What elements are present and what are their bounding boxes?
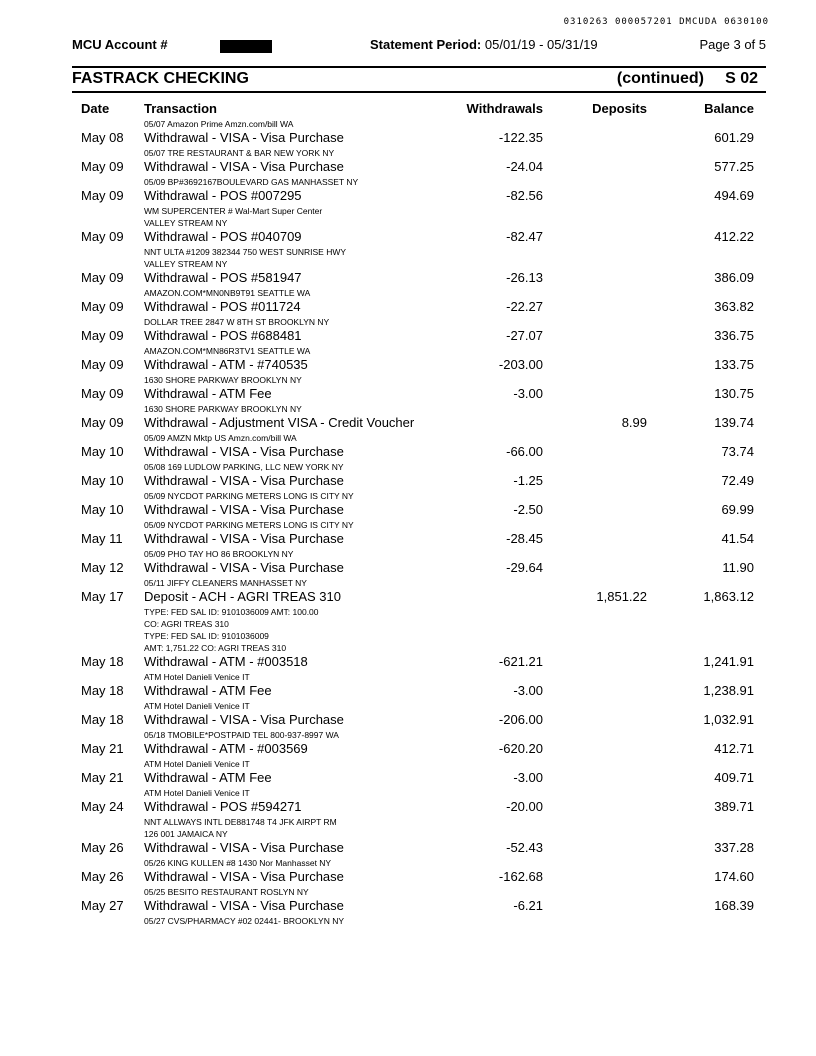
transaction-row xyxy=(0,270,816,299)
transaction-detail: TYPE: FED SAL ID: 9101036009 xyxy=(144,631,269,641)
transaction-detail: ATM Hotel Danieli Venice IT xyxy=(144,672,250,682)
transaction-main-line xyxy=(0,589,816,606)
transaction-balance: 412.22 xyxy=(714,229,754,244)
transaction-balance: 133.75 xyxy=(714,357,754,372)
transaction-row xyxy=(0,531,816,560)
transaction-detail: 05/09 NYCDOT PARKING METERS LONG IS CITY NY xyxy=(144,491,354,501)
transaction-main-line xyxy=(0,654,816,671)
transaction-row xyxy=(0,799,816,840)
transaction-description: Withdrawal - POS #040709 xyxy=(144,229,302,244)
transaction-withdrawal: -22.27 xyxy=(506,299,543,314)
transaction-balance: 1,863.12 xyxy=(703,589,754,604)
transaction-date: May 18 xyxy=(81,712,124,727)
transaction-main-line xyxy=(0,444,816,461)
transaction-detail: 05/26 KING KULLEN #8 1430 Nor Manhasset NY xyxy=(144,858,332,868)
transaction-withdrawal: -28.45 xyxy=(506,531,543,546)
transaction-detail: CO: AGRI TREAS 310 xyxy=(144,619,229,629)
transaction-description: Withdrawal - VISA - Visa Purchase xyxy=(144,560,344,575)
transaction-description: Withdrawal - ATM - #003518 xyxy=(144,654,308,669)
transaction-withdrawal: -6.21 xyxy=(513,898,543,913)
transaction-balance: 494.69 xyxy=(714,188,754,203)
transaction-detail: 126 001 JAMAICA NY xyxy=(144,829,228,839)
transaction-main-line xyxy=(0,712,816,729)
transaction-row xyxy=(0,159,816,188)
section-name: FASTRACK CHECKING xyxy=(72,70,249,87)
transaction-withdrawal: -29.64 xyxy=(506,560,543,575)
transaction-balance: 72.49 xyxy=(721,473,754,488)
transaction-detail: 05/09 NYCDOT PARKING METERS LONG IS CITY NY xyxy=(144,520,354,530)
header-rule xyxy=(72,66,766,68)
statement-period xyxy=(370,37,598,52)
transaction-description: Withdrawal - ATM Fee xyxy=(144,770,272,785)
transaction-detail: VALLEY STREAM NY xyxy=(144,259,228,269)
transaction-withdrawal: -82.56 xyxy=(506,188,543,203)
transaction-description: Withdrawal - VISA - Visa Purchase xyxy=(144,159,344,174)
transaction-detail: VALLEY STREAM NY xyxy=(144,218,228,228)
transaction-detail: 1630 SHORE PARKWAY BROOKLYN NY xyxy=(144,404,302,414)
transaction-detail: 05/25 BESITO RESTAURANT ROSLYN NY xyxy=(144,887,309,897)
transaction-row xyxy=(0,741,816,770)
transaction-description: Withdrawal - VISA - Visa Purchase xyxy=(144,840,344,855)
transaction-row xyxy=(0,683,816,712)
transaction-row xyxy=(0,502,816,531)
transaction-main-line xyxy=(0,415,816,432)
transaction-withdrawal: -24.04 xyxy=(506,159,543,174)
transaction-date: May 18 xyxy=(81,683,124,698)
transaction-detail: 05/18 TMOBILE*POSTPAID TEL 800-937-8997 WA xyxy=(144,730,339,740)
transaction-date: May 21 xyxy=(81,741,124,756)
transaction-detail: 05/27 CVS/PHARMACY #02 02441- BROOKLYN NY xyxy=(144,916,344,926)
transaction-main-line xyxy=(0,328,816,345)
statement-header xyxy=(72,37,766,55)
transaction-row xyxy=(0,473,816,502)
transaction-balance: 11.90 xyxy=(722,560,754,575)
transaction-row xyxy=(0,328,816,357)
transaction-description: Withdrawal - ATM Fee xyxy=(144,683,272,698)
transaction-detail: TYPE: FED SAL ID: 9101036009 AMT: 100.00 xyxy=(144,607,319,617)
transaction-main-line xyxy=(0,531,816,548)
transaction-main-line xyxy=(0,188,816,205)
section-title-bar xyxy=(72,70,766,90)
col-date: Date xyxy=(81,101,110,116)
column-headers xyxy=(0,101,816,117)
transaction-main-line xyxy=(0,473,816,490)
transaction-withdrawal: -203.00 xyxy=(498,357,543,372)
transaction-row xyxy=(0,840,816,869)
transaction-withdrawal: -27.07 xyxy=(506,328,543,343)
transaction-detail: NNT ALLWAYS INTL DE881748 T4 JFK AIRPT RM xyxy=(144,817,337,827)
redacted-account-number xyxy=(220,40,272,53)
transaction-balance: 363.82 xyxy=(714,299,754,314)
transaction-balance: 73.74 xyxy=(721,444,754,459)
transaction-date: May 09 xyxy=(81,188,124,203)
transaction-balance: 409.71 xyxy=(714,770,754,785)
transaction-withdrawal: -66.00 xyxy=(506,444,543,459)
transaction-detail: ATM Hotel Danieli Venice IT xyxy=(144,788,250,798)
transaction-row xyxy=(0,712,816,741)
transaction-main-line xyxy=(0,357,816,374)
transaction-date: May 09 xyxy=(81,357,124,372)
transaction-balance: 389.71 xyxy=(714,799,754,814)
transaction-date: May 11 xyxy=(81,531,123,546)
transaction-row xyxy=(0,299,816,328)
transaction-date: May 09 xyxy=(81,415,124,430)
transaction-row xyxy=(0,898,816,927)
transaction-date: May 08 xyxy=(81,130,124,145)
transaction-date: May 26 xyxy=(81,840,124,855)
transaction-withdrawal: -3.00 xyxy=(513,770,543,785)
transaction-detail: NNT ULTA #1209 382344 750 WEST SUNRISE HWY xyxy=(144,247,347,257)
transaction-detail: 05/09 PHO TAY HO 86 BROOKLYN NY xyxy=(144,549,294,559)
transaction-date: May 24 xyxy=(81,799,124,814)
transaction-row xyxy=(0,589,816,654)
transaction-row xyxy=(0,560,816,589)
transaction-date: May 17 xyxy=(81,589,124,604)
transaction-detail: AMAZON.COM*MN0NB9T91 SEATTLE WA xyxy=(144,288,311,298)
transaction-withdrawal: -52.43 xyxy=(506,840,543,855)
transaction-description: Withdrawal - POS #581947 xyxy=(144,270,302,285)
transaction-balance: 130.75 xyxy=(714,386,754,401)
transaction-date: May 27 xyxy=(81,898,124,913)
transaction-main-line xyxy=(0,130,816,147)
transaction-balance: 412.71 xyxy=(714,741,754,756)
section-continued: (continued) xyxy=(616,70,704,87)
col-withdrawals: Withdrawals xyxy=(466,101,543,116)
period-value: 05/01/19 - 05/31/19 xyxy=(484,37,598,52)
carryover-detail: 05/07 Amazon Prime Amzn.com/bill WA xyxy=(144,119,294,129)
transaction-main-line xyxy=(0,560,816,577)
transaction-withdrawal: -206.00 xyxy=(498,712,543,727)
transaction-balance: 139.74 xyxy=(714,415,754,430)
transaction-detail: 05/07 TRE RESTAURANT & BAR NEW YORK NY xyxy=(144,148,335,158)
transaction-date: May 10 xyxy=(81,502,124,517)
transaction-main-line xyxy=(0,741,816,758)
transaction-withdrawal: -1.25 xyxy=(513,473,543,488)
transaction-row xyxy=(0,770,816,799)
transaction-description: Withdrawal - VISA - Visa Purchase xyxy=(144,712,344,727)
transaction-detail: DOLLAR TREE 2847 W 8TH ST BROOKLYN NY xyxy=(144,317,330,327)
transaction-description: Withdrawal - VISA - Visa Purchase xyxy=(144,869,344,884)
transaction-withdrawal: -122.35 xyxy=(498,130,543,145)
transaction-list xyxy=(0,130,816,927)
transaction-balance: 336.75 xyxy=(714,328,754,343)
transaction-description: Withdrawal - POS #011724 xyxy=(144,299,301,314)
transaction-date: May 18 xyxy=(81,654,124,669)
transaction-description: Withdrawal - POS #688481 xyxy=(144,328,302,343)
transaction-row xyxy=(0,654,816,683)
col-transaction: Transaction xyxy=(144,101,217,116)
transaction-row xyxy=(0,386,816,415)
transaction-main-line xyxy=(0,502,816,519)
transaction-main-line xyxy=(0,683,816,700)
transaction-balance: 337.28 xyxy=(714,840,754,855)
transaction-deposit: 1,851.22 xyxy=(596,589,647,604)
transaction-date: May 26 xyxy=(81,869,124,884)
transaction-balance: 1,241.91 xyxy=(703,654,754,669)
transaction-date: May 10 xyxy=(81,444,124,459)
transaction-date: May 09 xyxy=(81,299,124,314)
transaction-description: Withdrawal - VISA - Visa Purchase xyxy=(144,531,344,546)
transaction-balance: 69.99 xyxy=(721,502,754,517)
transaction-description: Withdrawal - ATM - #740535 xyxy=(144,357,308,372)
transaction-main-line xyxy=(0,159,816,176)
transaction-row xyxy=(0,188,816,229)
transaction-main-line xyxy=(0,898,816,915)
transaction-detail: AMT: 1,751.22 CO: AGRI TREAS 310 xyxy=(144,643,287,653)
transaction-withdrawal: -621.21 xyxy=(498,654,543,669)
transaction-description: Withdrawal - ATM - #003569 xyxy=(144,741,308,756)
transaction-main-line xyxy=(0,299,816,316)
page-number: Page 3 of 5 xyxy=(699,37,766,52)
transaction-deposit: 8.99 xyxy=(621,415,647,430)
transaction-main-line xyxy=(0,270,816,287)
transaction-balance: 577.25 xyxy=(714,159,754,174)
transaction-main-line xyxy=(0,229,816,246)
transaction-main-line xyxy=(0,386,816,403)
transaction-row xyxy=(0,444,816,473)
transaction-withdrawal: -162.68 xyxy=(498,869,543,884)
transaction-description: Withdrawal - POS #594271 xyxy=(144,799,302,814)
period-label: Statement Period: xyxy=(370,37,482,52)
transaction-withdrawal: -2.50 xyxy=(513,502,543,517)
transaction-date: May 10 xyxy=(81,473,124,488)
transaction-date: May 09 xyxy=(81,270,124,285)
transaction-detail: 05/08 169 LUDLOW PARKING, LLC NEW YORK NY xyxy=(144,462,344,472)
ocr-line: 0310263 000057201 DMCUDA 0630100 xyxy=(563,17,769,27)
transaction-balance: 1,032.91 xyxy=(703,712,754,727)
transaction-withdrawal: -82.47 xyxy=(506,229,543,244)
transaction-date: May 12 xyxy=(81,560,124,575)
transaction-row xyxy=(0,869,816,898)
transaction-withdrawal: -3.00 xyxy=(513,683,543,698)
transaction-description: Withdrawal - VISA - Visa Purchase xyxy=(144,898,344,913)
transaction-withdrawal: -3.00 xyxy=(513,386,543,401)
transaction-description: Withdrawal - VISA - Visa Purchase xyxy=(144,130,344,145)
transaction-detail: 05/09 AMZN Mktp US Amzn.com/bill WA xyxy=(144,433,297,443)
transaction-withdrawal: -26.13 xyxy=(506,270,543,285)
section-code: S 02 xyxy=(725,70,758,87)
transaction-date: May 09 xyxy=(81,386,124,401)
transaction-row xyxy=(0,415,816,444)
transaction-description: Withdrawal - VISA - Visa Purchase xyxy=(144,444,344,459)
transaction-detail: ATM Hotel Danieli Venice IT xyxy=(144,701,250,711)
transaction-date: May 21 xyxy=(81,770,124,785)
transaction-balance: 601.29 xyxy=(714,130,754,145)
transaction-description: Withdrawal - VISA - Visa Purchase xyxy=(144,502,344,517)
transaction-description: Withdrawal - VISA - Visa Purchase xyxy=(144,473,344,488)
transaction-balance: 1,238.91 xyxy=(703,683,754,698)
col-balance: Balance xyxy=(704,101,754,116)
transaction-row xyxy=(0,130,816,159)
transaction-row xyxy=(0,357,816,386)
transaction-withdrawal: -620.20 xyxy=(498,741,543,756)
transaction-date: May 09 xyxy=(81,229,124,244)
transaction-balance: 41.54 xyxy=(721,531,754,546)
transaction-detail: 1630 SHORE PARKWAY BROOKLYN NY xyxy=(144,375,302,385)
transaction-withdrawal: -20.00 xyxy=(506,799,543,814)
section-rule xyxy=(72,91,766,93)
transaction-balance: 386.09 xyxy=(714,270,754,285)
transaction-description: Withdrawal - POS #007295 xyxy=(144,188,302,203)
transaction-main-line xyxy=(0,869,816,886)
transaction-detail: ATM Hotel Danieli Venice IT xyxy=(144,759,250,769)
transaction-detail: AMAZON.COM*MN86R3TV1 SEATTLE WA xyxy=(144,346,311,356)
transaction-detail: WM SUPERCENTER # Wal-Mart Super Center xyxy=(144,206,323,216)
transaction-balance: 168.39 xyxy=(714,898,754,913)
transaction-row xyxy=(0,229,816,270)
transaction-main-line xyxy=(0,799,816,816)
transaction-description: Withdrawal - Adjustment VISA - Credit Voucher xyxy=(144,415,415,430)
transaction-date: May 09 xyxy=(81,159,124,174)
transaction-date: May 09 xyxy=(81,328,124,343)
transaction-description: Withdrawal - ATM Fee xyxy=(144,386,272,401)
transaction-main-line xyxy=(0,770,816,787)
transaction-detail: 05/11 JIFFY CLEANERS MANHASSET NY xyxy=(144,578,307,588)
col-deposits: Deposits xyxy=(592,101,647,116)
transaction-main-line xyxy=(0,840,816,857)
account-label: MCU Account # xyxy=(72,37,168,52)
transaction-detail: 05/09 BP#3692167BOULEVARD GAS MANHASSET NY xyxy=(144,177,359,187)
transaction-balance: 174.60 xyxy=(714,869,754,884)
transaction-description: Deposit - ACH - AGRI TREAS 310 xyxy=(144,589,341,604)
